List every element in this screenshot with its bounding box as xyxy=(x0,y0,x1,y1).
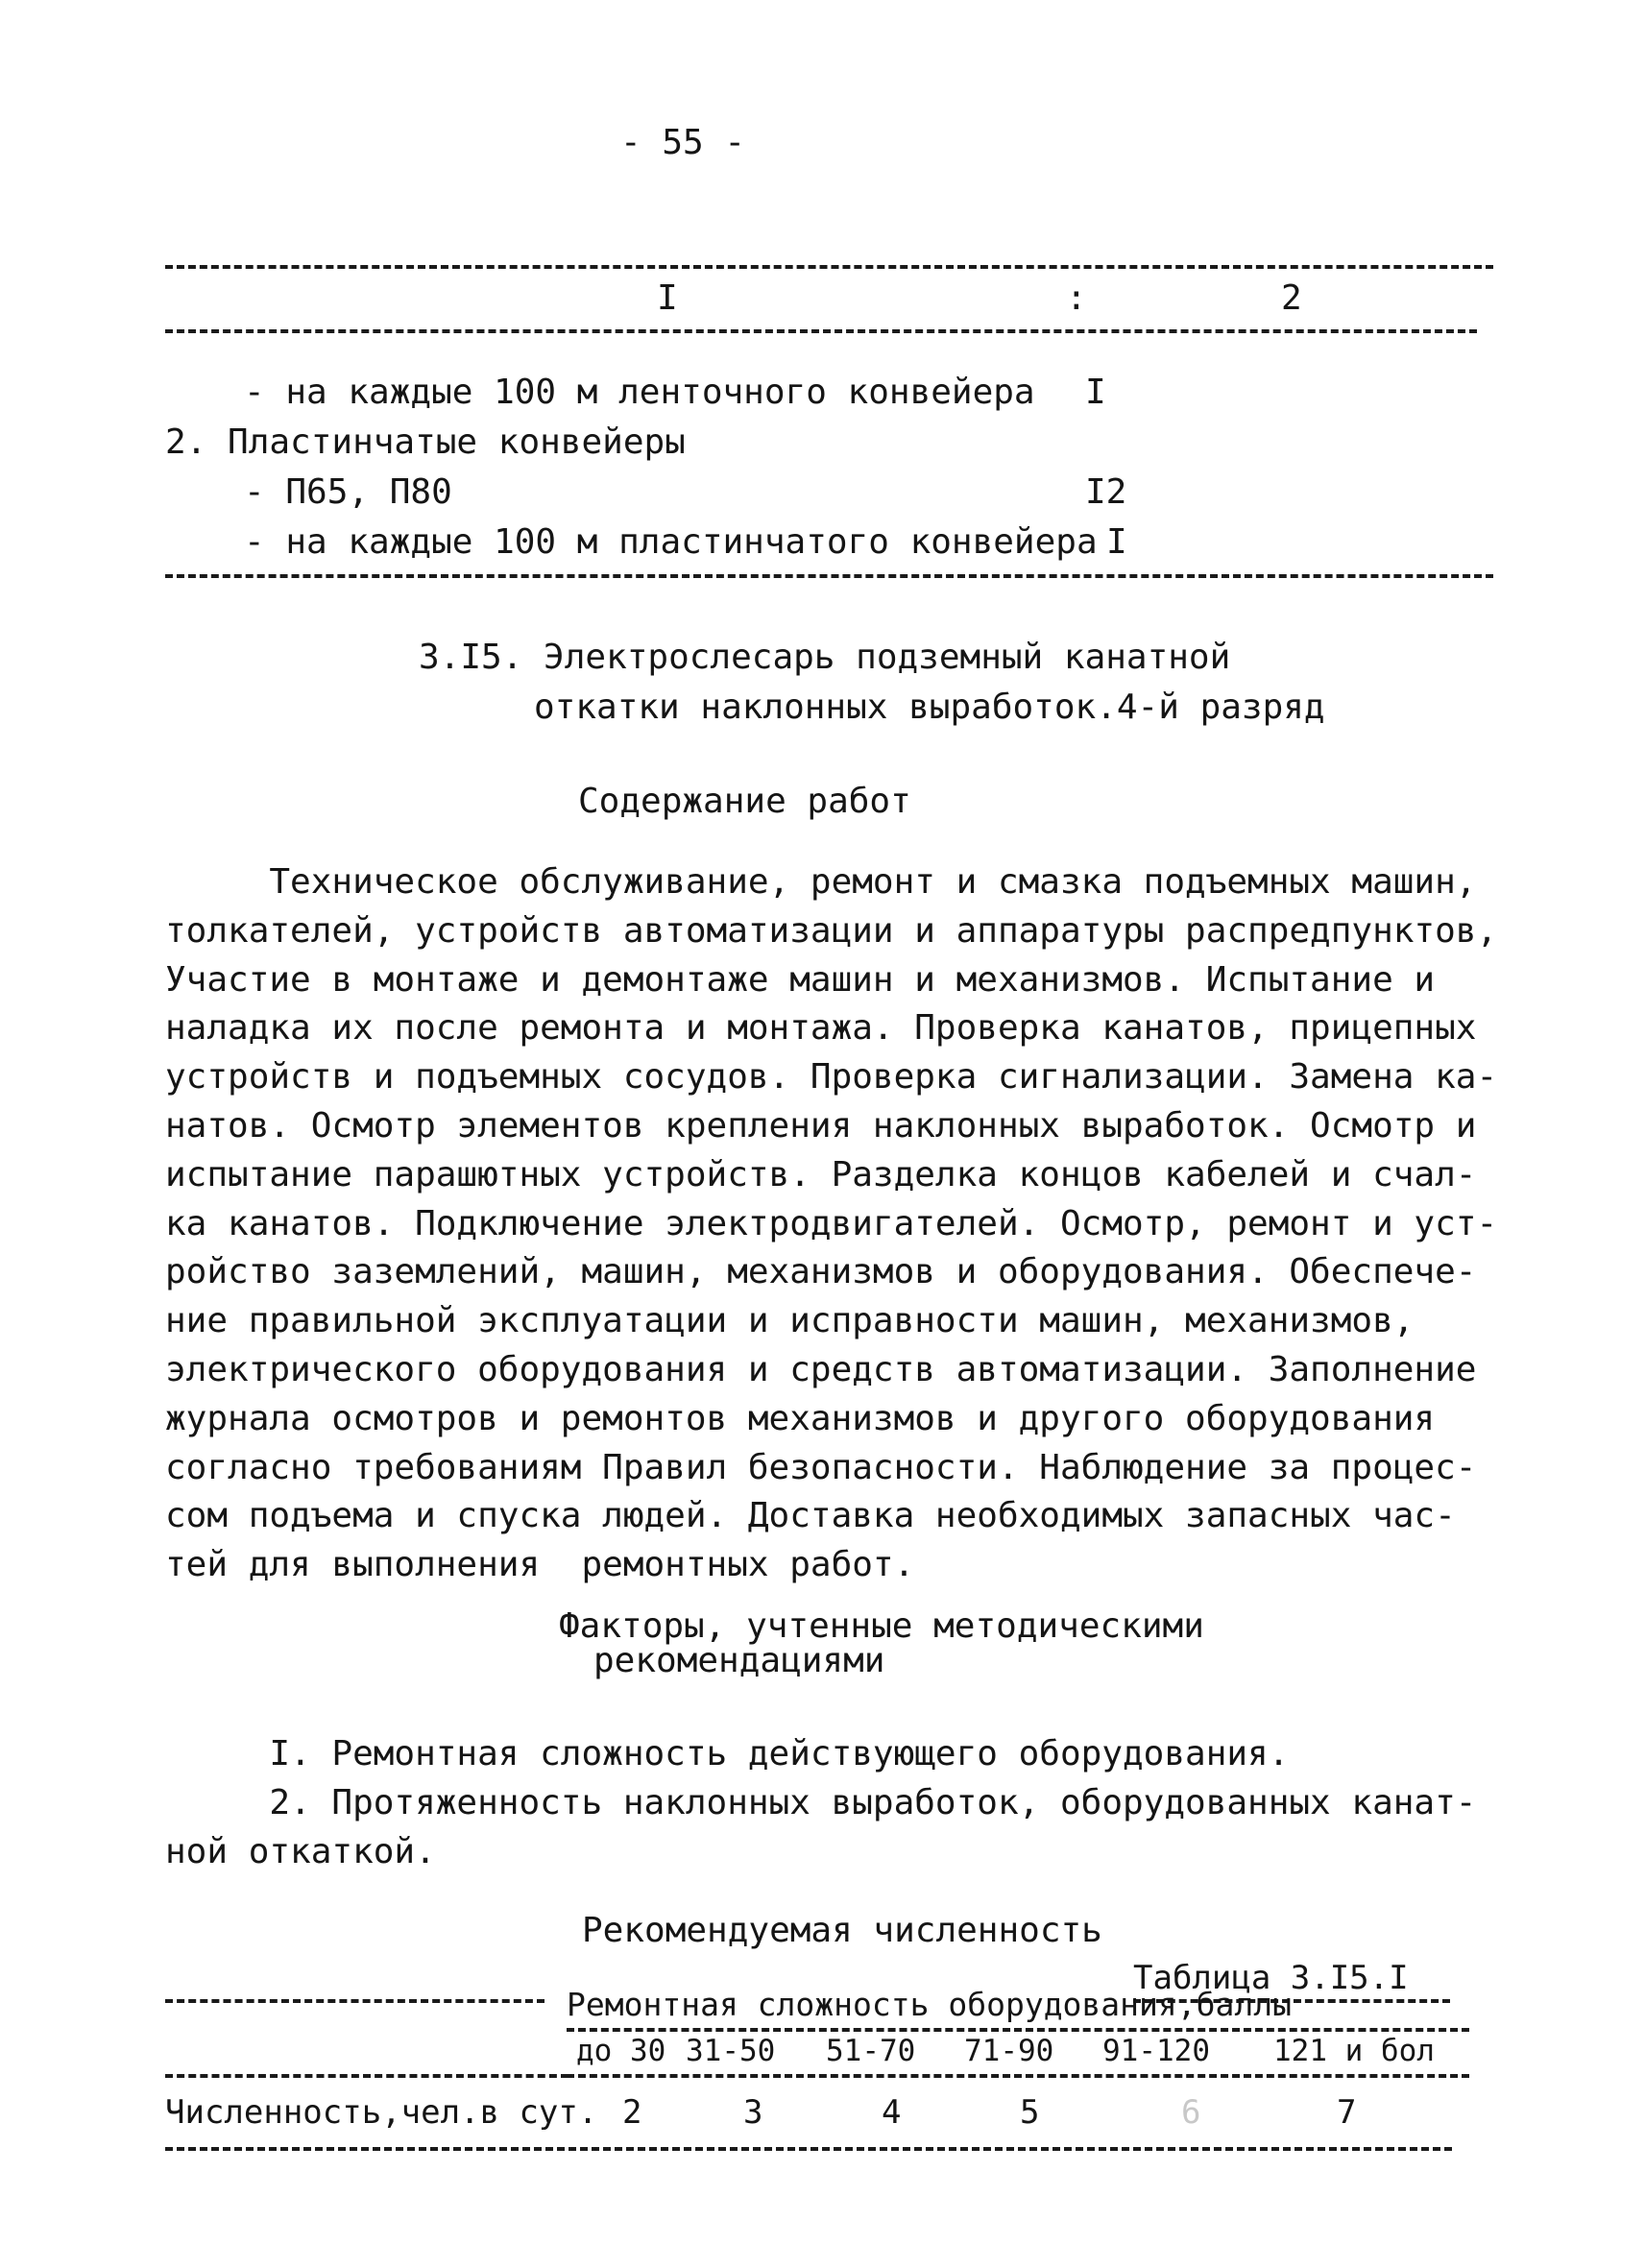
factors-heading-line2: рекомендациями xyxy=(593,1641,885,1680)
table-top-rule-left xyxy=(165,1999,544,2003)
content-paragraph xyxy=(165,858,1497,1590)
table-cell: 2 xyxy=(622,2093,642,2132)
table-bottom-rule xyxy=(165,2147,1452,2151)
factors-list xyxy=(165,1730,1476,1876)
content-line: сом подъема и спуска людей. Доставка необходимых запасных час- xyxy=(165,1496,1456,1536)
table-row-text: 2. Пластинчатые конвейеры xyxy=(165,422,686,462)
content-line: ройство заземлений, машин, механизмов и оборудования. Обеспече- xyxy=(165,1252,1477,1292)
content-line: тей для выполнения ремонтных работ. xyxy=(165,1545,915,1585)
content-line: Участие в монтаже и демонтаже машин и механизмов. Испытание и xyxy=(165,959,1436,1000)
page-number: - 55 - xyxy=(620,123,746,162)
factor-line: ной откаткой. xyxy=(165,1831,436,1871)
table-header-rule-left xyxy=(165,2074,568,2078)
content-heading: Содержание работ xyxy=(578,782,911,821)
table-cell: 4 xyxy=(882,2093,902,2132)
table-col-header: 51-70 xyxy=(826,2034,916,2068)
table-top-rule xyxy=(165,265,1493,269)
content-line: устройств и подъемных сосудов. Проверка сигнализации. Замена ка- xyxy=(165,1057,1498,1098)
table-columns-rule xyxy=(567,2074,1469,2078)
table-header-col2: 2 xyxy=(1281,278,1302,318)
table-col-header: 31-50 xyxy=(686,2034,776,2068)
factor-line: I. Ремонтная сложность действующего оборудования. xyxy=(165,1734,1290,1773)
table-col-header: 71-90 xyxy=(964,2034,1054,2068)
factors-heading-line1: Факторы, учтенные методическими xyxy=(559,1606,1204,1646)
recommended-heading: Рекомендуемая численность xyxy=(582,1911,1102,1950)
section-title-line1: 3.I5. Электрослесарь подземный канатной xyxy=(419,638,1231,677)
table-header-rule xyxy=(165,329,1477,333)
table-header-col1: I xyxy=(657,278,678,318)
table-row-text: - П65, П80 xyxy=(244,472,452,512)
table-header-sep: : xyxy=(1066,278,1087,318)
content-line: натов. Осмотр элементов крепления наклонных выработок. Осмотр и xyxy=(165,1105,1477,1146)
table-header-text: Ремонтная сложность оборудования,баллы xyxy=(567,1986,1292,2023)
table-header-rule-right xyxy=(567,2028,1469,2032)
table-bottom-rule xyxy=(165,574,1493,578)
table-cell: 6 xyxy=(1181,2093,1201,2132)
table-col-header: до 30 xyxy=(576,2034,666,2068)
content-line: испытание парашютных устройств. Разделка концов кабелей и счал- xyxy=(165,1154,1477,1194)
table-cell: 3 xyxy=(743,2093,763,2132)
content-line: наладка их после ремонта и монтажа. Проверка канатов, прицепных xyxy=(165,1008,1477,1049)
table-row-text: - на каждые 100 м пластинчатого конвейера xyxy=(244,522,1098,562)
table-col-header: 91-120 xyxy=(1102,2034,1210,2068)
content-line: согласно требованиям Правил безопасности. Наблюдение за процес- xyxy=(165,1447,1477,1487)
table-cell: 7 xyxy=(1337,2093,1357,2132)
content-line: электрического оборудования и средств автоматизации. Заполнение xyxy=(165,1349,1477,1389)
content-line: толкателей, устройств автоматизации и аппаратуры распредпунктов, xyxy=(165,910,1498,951)
content-line: Техническое обслуживание, ремонт и смазка подъемных машин, xyxy=(165,862,1477,902)
content-line: журнала осмотров и ремонтов механизмов и другого оборудования xyxy=(165,1398,1436,1438)
content-line: ние правильной эксплуатации и исправности машин, механизмов, xyxy=(165,1301,1415,1341)
table-cell: 5 xyxy=(1020,2093,1040,2132)
section-title-line2: откатки наклонных выработок.4-й разряд xyxy=(534,688,1325,727)
table-row-text: - на каждые 100 м ленточного конвейера xyxy=(244,373,1035,412)
factor-line: 2. Протяженность наклонных выработок, оборудованных канат- xyxy=(165,1782,1477,1822)
table-row-value: I xyxy=(1106,522,1127,562)
content-line: ка канатов. Подключение электродвигателей. Осмотр, ремонт и уст- xyxy=(165,1203,1498,1243)
table-row-value: I xyxy=(1085,373,1106,412)
table-row-label: Численность,чел.в сут. xyxy=(165,2093,598,2132)
table-caption: Таблица 3.I5.I xyxy=(1133,1959,1409,1997)
table-col-header: 121 и бол xyxy=(1273,2034,1435,2068)
table-row-value: I2 xyxy=(1085,472,1127,512)
